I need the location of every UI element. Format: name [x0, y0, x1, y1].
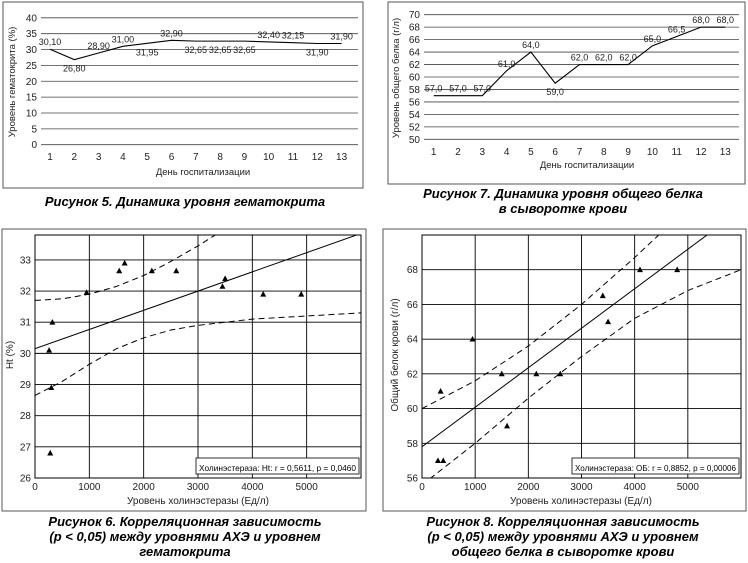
- fig7-xtick-label: 13: [719, 147, 731, 158]
- fig8-caption: [378, 514, 748, 559]
- fig5-xtick-label: 13: [336, 152, 348, 163]
- fig6-ytick-label: 33: [19, 255, 31, 267]
- fig6-data-point: [48, 384, 54, 390]
- fig5-chart: [0, 0, 370, 190]
- fig7-ytick-label: 58: [408, 84, 420, 96]
- fig5-data-label: 30,10: [38, 37, 62, 48]
- fig8-ytick-label: 68: [406, 265, 418, 277]
- fig8-xtick-label: 1000: [464, 482, 487, 493]
- fig5-caption-line: Рисунок 5. Динамика уровня гематокрита: [44, 194, 326, 209]
- fig8-xtick-label: 5000: [676, 482, 699, 493]
- fig8-ytick-label: 66: [406, 299, 418, 311]
- fig5-ytick-label: 5: [31, 124, 37, 136]
- fig8-data-point: [605, 319, 611, 325]
- fig8-caption-line-1: Рисунок 8. Корреляционная зависимость: [426, 514, 700, 529]
- fig7-xtick-label: 3: [479, 147, 486, 158]
- fig8-xtick-label: 0: [419, 482, 425, 493]
- fig7-caption-line-1: Рисунок 7. Динамика уровня общего белка: [423, 186, 703, 201]
- fig7-data-label: 64,0: [522, 40, 540, 51]
- fig7-caption-line-2: в сыворотке крови: [498, 201, 628, 216]
- fig5-data-label: 32,90: [160, 28, 183, 39]
- fig5-data-label: 31,90: [306, 47, 329, 58]
- fig5-xtick-label: 2: [71, 152, 78, 163]
- fig7-ytick-label: 56: [408, 97, 420, 109]
- fig8-legend-text: Холинэстераза: ОБ: r = 0,8852, p = 0,00006: [575, 463, 737, 473]
- fig5-data-label: 32,15: [281, 30, 305, 41]
- fig5-ytick-label: 30: [25, 45, 37, 57]
- fig8-xtick-label: 3000: [570, 482, 593, 493]
- fig7-xtick-label: 6: [552, 147, 558, 158]
- fig5-data-label: 31,00: [111, 34, 135, 45]
- figure-6-panel: [0, 225, 370, 563]
- fig7-caption: [378, 186, 748, 216]
- fig5-ytick-label: 10: [25, 108, 37, 120]
- fig6-caption-line-1: Рисунок 6. Корреляционная зависимость: [48, 514, 322, 529]
- fig7-data-label: 61,0: [497, 58, 516, 69]
- fig6-ytick-label: 32: [19, 286, 31, 298]
- fig6-ytick-label: 29: [19, 380, 31, 392]
- fig5-xtick-label: 8: [217, 152, 223, 163]
- fig5-data-label: 32,40: [257, 29, 280, 40]
- fig5-frame: [3, 2, 363, 188]
- fig7-xtick-label: 9: [625, 147, 631, 158]
- fig6-ytick-label: 30: [19, 348, 31, 360]
- fig7-ytick-label: 62: [408, 60, 420, 72]
- fig6-xtick-label: 0: [32, 482, 38, 493]
- fig7-x-axis-label: День госпитализации: [539, 160, 635, 171]
- fig7-xtick-label: 12: [695, 147, 707, 158]
- fig7-xtick-label: 2: [455, 147, 461, 158]
- fig8-xtick-label: 2000: [517, 482, 540, 493]
- fig6-data-point: [122, 260, 128, 266]
- fig6-data-point: [222, 275, 228, 281]
- fig5-ytick-label: 15: [25, 92, 37, 104]
- fig7-xtick-label: 7: [576, 147, 583, 158]
- fig8-y-axis-label: Общий белок крови (г/л): [390, 298, 401, 412]
- fig8-regression-line: [422, 218, 730, 447]
- fig7-ytick-label: 60: [408, 72, 420, 84]
- fig5-caption: [0, 194, 370, 209]
- fig5-data-label: 26,80: [63, 63, 86, 74]
- figure-8-panel: [378, 225, 748, 563]
- fig7-data-label: 66,5: [667, 24, 686, 35]
- fig8-caption-line-3: общего белка в сыворотке крови: [451, 544, 675, 559]
- fig7-ytick-label: 68: [408, 22, 420, 34]
- fig7-data-label: 65,0: [643, 33, 662, 44]
- fig7-ytick-label: 54: [408, 109, 420, 121]
- fig6-data-point: [116, 268, 122, 274]
- fig7-chart: [378, 0, 748, 190]
- fig6-caption: [0, 514, 370, 559]
- fig7-ytick-label: 50: [408, 134, 420, 146]
- fig8-ytick-label: 56: [406, 473, 418, 485]
- fig6-xtick-label: 4000: [241, 482, 264, 493]
- fig5-data-label: 32,65: [184, 45, 208, 56]
- fig5-xtick-label: 7: [193, 152, 199, 163]
- fig6-ytick-label: 26: [19, 473, 31, 485]
- fig8-data-point: [435, 457, 441, 463]
- fig8-ytick-label: 58: [406, 438, 418, 450]
- fig5-ytick-label: 20: [25, 76, 37, 88]
- fig7-y-axis-label: Уровень общего белка (г/л): [391, 17, 402, 139]
- fig7-ytick-label: 52: [408, 122, 420, 134]
- fig7-data-label: 57,0: [449, 83, 467, 94]
- fig8-data-point: [440, 457, 446, 463]
- fig7-data-label: 57,0: [424, 83, 443, 94]
- fig8-data-point: [504, 423, 510, 429]
- fig7-ytick-label: 66: [408, 35, 420, 47]
- fig6-xtick-label: 5000: [295, 482, 318, 493]
- fig8-chart: [378, 225, 748, 513]
- fig5-xtick-label: 6: [168, 152, 175, 163]
- fig5-data-label: 31,90: [330, 31, 353, 42]
- fig6-data-point: [84, 289, 90, 295]
- fig5-ytick-label: 40: [25, 13, 37, 25]
- fig5-data-label: 28,90: [87, 41, 110, 52]
- fig7-data-label: 62,0: [595, 52, 613, 63]
- figure-5-panel: [0, 0, 370, 215]
- fig6-data-point: [47, 450, 53, 456]
- fig6-xtick-label: 1000: [78, 482, 101, 493]
- fig8-ytick-label: 62: [406, 369, 418, 381]
- fig5-y-axis-label: Уровень гематокрита (%): [7, 26, 18, 138]
- fig8-xtick-label: 4000: [623, 482, 646, 493]
- fig7-xtick-label: 10: [646, 147, 658, 158]
- fig6-ytick-label: 27: [19, 442, 31, 454]
- fig5-xtick-label: 12: [311, 152, 323, 163]
- fig7-xtick-label: 8: [601, 147, 607, 158]
- fig7-data-label: 62,0: [619, 52, 637, 63]
- fig6-data-point: [46, 347, 52, 353]
- fig7-data-label: 68,0: [716, 15, 735, 26]
- fig6-caption-line-2: (p < 0,05) между уровнями АХЭ и уровнем: [49, 529, 321, 544]
- fig6-legend-text: Холинэстераза: Ht: r = 0,5611, p = 0,0460: [199, 463, 357, 473]
- fig8-data-point: [600, 293, 606, 299]
- fig5-data-label: 31,95: [135, 47, 159, 58]
- fig7-xtick-label: 5: [528, 147, 534, 158]
- fig5-xtick-label: 1: [47, 152, 53, 163]
- fig7-ytick-label: 64: [408, 47, 420, 59]
- fig5-ytick-label: 35: [25, 29, 37, 41]
- fig6-data-point: [260, 291, 266, 297]
- fig5-xtick-label: 5: [144, 152, 150, 163]
- fig8-ytick-label: 64: [406, 334, 418, 346]
- fig6-data-point: [298, 291, 304, 297]
- fig8-confidence-upper: [422, 218, 677, 409]
- fig5-xtick-label: 3: [95, 152, 102, 163]
- fig7-data-label: 68,0: [692, 15, 710, 26]
- fig8-x-axis-label: Уровень холинэстеразы (Ед/л): [510, 496, 652, 507]
- fig6-ytick-label: 28: [19, 411, 31, 423]
- fig8-caption-line-2: (p < 0,05) между уровнями АХЭ и уровнем: [427, 529, 699, 544]
- fig6-y-axis-label: Ht (%): [5, 340, 16, 370]
- fig7-data-label: 62,0: [570, 52, 589, 63]
- fig6-chart: [0, 225, 370, 513]
- fig5-ytick-label: 25: [25, 60, 37, 72]
- fig6-xtick-label: 2000: [132, 482, 155, 493]
- fig7-data-label: 57,0: [473, 83, 492, 94]
- fig7-xtick-label: 1: [430, 147, 437, 158]
- fig5-xtick-label: 11: [287, 152, 299, 163]
- fig7-xtick-label: 4: [503, 147, 510, 158]
- fig6-data-point: [173, 268, 179, 274]
- fig6-data-point: [219, 283, 225, 289]
- fig6-ytick-label: 31: [19, 317, 31, 329]
- figure-7-panel: [378, 0, 748, 225]
- fig8-ytick-label: 60: [406, 404, 418, 416]
- fig8-data-point: [438, 388, 444, 394]
- fig5-xtick-label: 9: [241, 152, 248, 163]
- fig5-x-axis-label: День госпитализации: [155, 167, 251, 178]
- fig7-ytick-label: 70: [408, 10, 420, 22]
- fig5-xtick-label: 10: [263, 152, 275, 163]
- fig6-caption-line-3: гематокрита: [139, 544, 231, 559]
- fig5-ytick-label: 0: [31, 140, 37, 152]
- fig7-data-label: 59,0: [546, 87, 564, 98]
- fig5-xtick-label: 4: [120, 152, 126, 163]
- fig6-xtick-label: 3000: [186, 482, 210, 493]
- fig5-data-label: 32,65: [233, 45, 256, 56]
- fig7-xtick-label: 11: [671, 147, 682, 158]
- fig6-x-axis-label: Уровень холинэстеразы (Ед/л): [127, 496, 269, 507]
- fig5-data-label: 32,65: [208, 45, 232, 56]
